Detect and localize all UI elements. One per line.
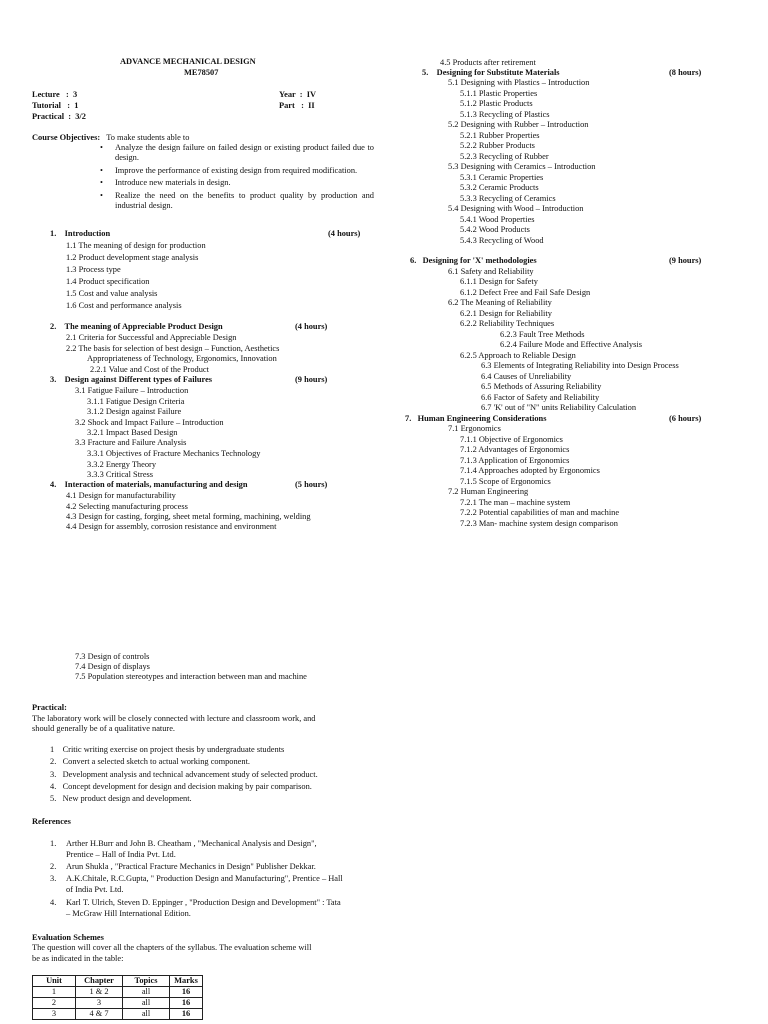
topic-line: 5.4 Designing with Wood – Introduction [448,204,584,213]
chapter-5-hours: (8 hours) [669,68,702,77]
objective-text: Improve the performance of existing design from required modification. [115,165,358,175]
table-cell: 3 [33,1009,76,1020]
topic-line: Appropriateness of Technology, Ergonomics, Innovation [87,354,277,363]
practical-intro-line: The laboratory work will be closely connected with lecture and classroom work, and [32,714,316,723]
topic-line: 5.3.1 Ceramic Properties [460,173,544,182]
tutorial-hours: Tutorial : 1 [32,101,79,110]
course-objectives-label: Course Objectives: [32,133,101,142]
column-header: Chapter [76,976,123,987]
table-cell: all [123,987,170,998]
topic-line: 7.2.2 Potential capabilities of man and machine [460,508,620,517]
chapter-6-hours: (9 hours) [669,256,702,265]
evaluation-text: be as indicated in the table: [32,954,124,963]
table-row [33,987,203,998]
topic-line: 5.2.2 Rubber Products [460,141,535,150]
topic-line: 5.4.1 Wood Properties [460,215,535,224]
course-objectives-intro: To make students able to [106,133,190,142]
reference-text: Prentice – Hall of India Pvt. Ltd. [66,850,176,859]
references-heading: References [32,817,71,826]
topic-line: 6.3 Elements of Integrating Reliability into Design Process [481,361,679,370]
topic-line: 7.4 Design of displays [75,662,150,671]
topic-line: 5.3.3 Recycling of Ceramics [460,194,556,203]
chapter-1-heading: 1. Introduction [50,229,111,238]
reference-text: Karl T. Ulrich, Steven D. Eppinger , "Production Design and Development" : Tata [66,898,341,907]
topic-line: 3.2 Shock and Impact Failure – Introduction [75,418,224,427]
column-header: Marks [170,976,203,987]
practical-heading: Practical: [32,703,67,712]
table-cell: all [123,998,170,1009]
practical-item: 5. New product design and development. [50,794,192,803]
chapter-7-hours: (6 hours) [669,414,702,423]
reference-number: 2. [50,862,57,871]
reference-text: A.K.Chitale, R.C.Gupta, " Production Design and Manufacturing", Prentice – Hall [66,874,343,883]
part-value: Part : II [279,101,315,110]
course-objectives [32,133,189,143]
lecture-hours: Lecture : 3 [32,90,78,99]
topic-line: 7.5 Population stereotypes and interaction between man and machine [75,672,307,681]
bullet-icon: • [100,178,103,188]
objective-item [100,143,374,164]
table-cell: 4 & 7 [76,1009,123,1020]
reference-text: of India Pvt. Ltd. [66,885,124,894]
objective-text: Introduce new materials in design. [115,178,231,188]
topic-line: 5.2 Designing with Rubber – Introduction [448,120,589,129]
practical-intro-line: should generally be of a qualitative nature. [32,724,176,733]
course-code: ME78507 [184,68,219,77]
topic-line: 6.4 Causes of Unreliability [481,372,572,381]
objective-item [100,166,374,176]
table-cell: 3 [76,998,123,1009]
objective-text: Analyze the design failure on failed design or existing product failed due to design. [115,143,374,163]
topic-line: 5.4.3 Recycling of Wood [460,236,544,245]
reference-text: Arun Shukla , "Practical Fracture Mechanics in Design" Publisher Dekkar. [66,862,316,871]
topic-line: 1.5 Cost and value analysis [66,289,158,299]
practical-item: 2. Convert a selected sketch to actual working component. [50,757,251,766]
topic-line: 7.1.1 Objective of Ergonomics [460,435,563,444]
bullet-icon: • [100,190,103,200]
topic-line: 6.7 'K' out of "N" units Reliability Calculation [481,403,637,412]
chapter-5-heading: 5. Designing for Substitute Materials [422,68,560,77]
topic-line: 6.2.4 Failure Mode and Effective Analysis [500,340,642,349]
topic-line: 7.1.3 Application of Ergonomics [460,456,570,465]
topic-line: 1.4 Product specification [66,277,150,287]
topic-line: 5.1.1 Plastic Properties [460,89,538,98]
topic-line: 6.2.5 Approach to Reliable Design [460,351,576,360]
table-row [33,998,203,1009]
topic-line: 6.2.2 Reliability Techniques [460,319,555,328]
topic-line: 2.2.1 Value and Cost of the Product [90,365,209,374]
table-cell: 16 [170,987,203,998]
topic-line: 1.1 The meaning of design for production [66,241,206,250]
chapter-1-topics [66,241,206,312]
objectives-list [100,143,374,211]
chapter-2-heading: 2. The meaning of Appreciable Product Design [50,322,223,331]
practical-item: 1 Critic writing exercise on project thesis by undergraduate students [50,745,285,754]
objective-item [100,191,374,212]
reference-text: – McGraw Hill International Edition. [66,909,191,918]
table-header-row [33,976,203,987]
topic-line: 6.2 The Meaning of Reliability [448,298,552,307]
evaluation-text: The question will cover all the chapters of the syllabus. The evaluation scheme will [32,943,312,952]
chapter-3-heading: 3. Design against Different types of Failures [50,375,213,384]
topic-line: 5.3 Designing with Ceramics – Introduction [448,162,596,171]
topic-line: 7.2.3 Man- machine system design comparison [460,519,618,528]
document-title: ADVANCE MECHANICAL DESIGN [120,57,256,66]
table-cell: 1 [33,987,76,998]
topic-line: 7.1.2 Advantages of Ergonomics [460,445,570,454]
topic-line: 3.1 Fatigue Failure – Introduction [75,386,189,395]
topic-line: 2.2 The basis for selection of best design – Function, Aesthetics [66,344,280,353]
table-cell: 2 [33,998,76,1009]
practical-hours: Practical : 3/2 [32,112,86,121]
topic-line: 5.1.3 Recycling of Plastics [460,110,550,119]
column-header: Unit [33,976,76,987]
chapter-1-hours: (4 hours) [328,229,361,238]
evaluation-heading: Evaluation Schemes [32,933,104,942]
topic-line: 3.1.2 Design against Failure [87,407,182,416]
bullet-icon: • [100,165,103,175]
practical-item: 3. Development analysis and technical advancement study of selected product. [50,770,318,779]
chapter-4-hours: (5 hours) [295,480,328,489]
table-cell: 16 [170,998,203,1009]
topic-line: 1.6 Cost and performance analysis [66,301,182,311]
topic-line: 7.1 Ergonomics [448,424,501,433]
bullet-icon: • [100,143,103,152]
reference-text: Arther H.Burr and John B. Cheatham , "Mechanical Analysis and Design", [66,839,317,848]
column-header: Topics [123,976,170,987]
topic-line: 1.2 Product development stage analysis [66,253,199,263]
table-cell: all [123,1009,170,1020]
topic-line: 6.6 Factor of Safety and Reliability [481,393,600,402]
topic-line: 5.3.2 Ceramic Products [460,183,539,192]
chapter-2-hours: (4 hours) [295,322,328,331]
topic-line: 7.1.5 Scope of Ergonomics [460,477,551,486]
topic-line: 4.4 Design for assembly, corrosion resistance and environment [66,522,277,531]
topic-line: 5.4.2 Wood Products [460,225,530,234]
topic-line: 6.2.1 Design for Reliability [460,309,552,318]
topic-line: 3.3.1 Objectives of Fracture Mechanics Technology [87,449,261,458]
practical-item: 4. Concept development for design and decision making by pair comparison. [50,782,312,791]
topic-line: 7.1.4 Approaches adopted by Ergonomics [460,466,600,475]
objective-item [100,178,374,188]
chapter-6-heading: 6. Designing for 'X' methodologies [410,256,537,265]
year-value: Year : IV [279,90,317,99]
reference-number: 3. [50,874,57,883]
topic-line: 3.3 Fracture and Failure Analysis [75,438,187,447]
table-cell: 1 & 2 [76,987,123,998]
table-cell: 16 [170,1009,203,1020]
topic-line: 3.2.1 Impact Based Design [87,428,178,437]
topic-line: 1.3 Process type [66,265,121,275]
topic-line: 3.3.3 Critical Stress [87,470,154,479]
topic-line: 3.1.1 Fatigue Design Criteria [87,397,185,406]
topic-line: 4.2 Selecting manufacturing process [66,502,188,511]
reference-number: 1. [50,839,57,848]
table-row [33,1009,203,1020]
topic-line: 5.2.3 Recycling of Rubber [460,152,549,161]
topic-line: 7.2.1 The man – machine system [460,498,571,507]
objective-text: Realize the need on the benefits to product quality by production and industrial design. [115,190,374,211]
topic-line: 4.1 Design for manufacturability [66,491,176,500]
topic-line: 2.1 Criteria for Successful and Appreciable Design [66,333,237,342]
reference-number: 4. [50,898,57,907]
chapter-3-hours: (9 hours) [295,375,328,384]
topic-line: 4.5 Products after retirement [440,58,536,67]
evaluation-table [32,975,203,1020]
topic-line: 5.1 Designing with Plastics – Introduction [448,78,590,87]
topic-line: 7.2 Human Engineering [448,487,529,496]
topic-line: 6.1 Safety and Reliability [448,267,534,276]
topic-line: 4.3 Design for casting, forging, sheet metal forming, machining, welding [66,512,311,521]
topic-line: 6.1.1 Design for Safety [460,277,538,286]
topic-line: 6.1.2 Defect Free and Fail Safe Design [460,288,591,297]
chapter-4-heading: 4. Interaction of materials, manufacturing and design [50,480,248,489]
topic-line: 7.3 Design of controls [75,652,150,661]
chapter-7-heading: 7. Human Engineering Considerations [405,414,547,423]
topic-line: 3.3.2 Energy Theory [87,460,157,469]
topic-line: 5.1.2 Plastic Products [460,99,533,108]
topic-line: 5.2.1 Rubber Properties [460,131,540,140]
topic-line: 6.2.3 Fault Tree Methods [500,330,585,339]
topic-line: 6.5 Methods of Assuring Reliability [481,382,602,391]
